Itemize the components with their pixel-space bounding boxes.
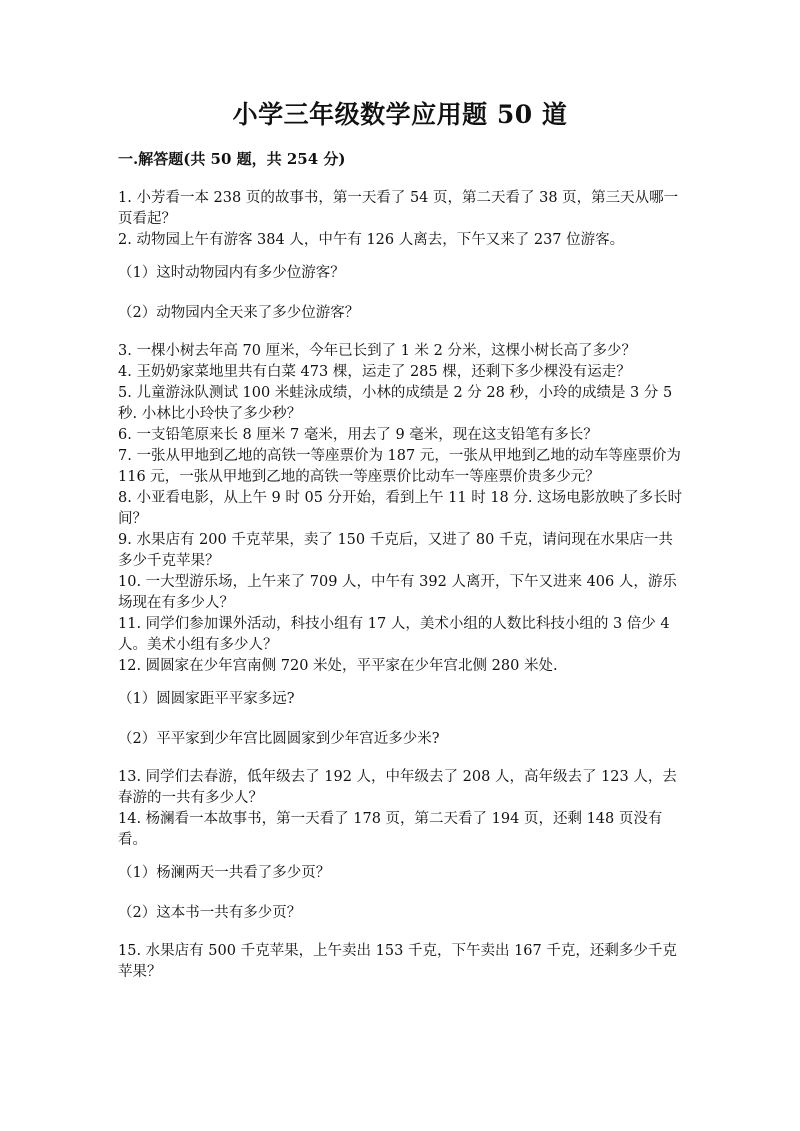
question-5: 5. 儿童游泳队测试 100 米蛙泳成绩，小林的成绩是 2 分 28 秒，小玲的成绩是 3 分 5 秒. 小林比小玲快了多少秒？ bbox=[118, 385, 673, 422]
section-heading: 一.解答题(共 50 题，共 254 分) bbox=[118, 150, 346, 168]
question-9: 9. 水果店有 200 千克苹果，卖了 150 千克后，又进了 80 千克，请问现在水果店一共多少千克苹果？ bbox=[118, 532, 673, 569]
question-14-part-2: （2）这本书一共有多少页？ bbox=[118, 905, 302, 921]
question-10: 10. 一大型游乐场，上午来了 709 人，中午有 392 人离开，下午又进来 406 人，游乐场现在有多少人？ bbox=[118, 574, 677, 611]
question-2-part-2: （2）动物园内全天来了多少位游客？ bbox=[118, 305, 360, 321]
question-2-part-1: （1）这时动物园内有多少位游客？ bbox=[118, 265, 345, 281]
question-3: 3. 一棵小树去年高 70 厘米，今年已长到了 1 米 2 分米，这棵小树长高了多少？ bbox=[118, 343, 636, 359]
question-1: 1. 小芳看一本 238 页的故事书，第一天看了 54 页，第二天看了 38 页，第三天从哪一页看起？ bbox=[118, 190, 679, 227]
question-4: 4. 王奶奶家菜地里共有白菜 473 棵，运走了 285 棵，还剩下多少棵没有运走？ bbox=[118, 364, 631, 380]
question-13: 13. 同学们去春游，低年级去了 192 人，中年级去了 208 人，高年级去了 123 人，去春游的一共有多少人？ bbox=[118, 769, 677, 806]
question-2: 2. 动物园上午有游客 384 人，中午有 126 人离去，下午又来了 237 位游客。 bbox=[118, 232, 625, 248]
question-list bbox=[118, 188, 684, 983]
question-7: 7. 一张从甲地到乙地的高铁一等座票价为 187 元，一张从甲地到乙地的动车等座票价为 116 元，一张从甲地到乙地的高铁一等座票价比动车一等座票价贵多少元？ bbox=[118, 448, 681, 485]
question-15: 15. 水果店有 500 千克苹果，上午卖出 153 千克，下午卖出 167 千克，还剩多少千克苹果？ bbox=[118, 943, 677, 980]
question-6: 6. 一支铅笔原来长 8 厘米 7 毫米，用去了 9 毫米，现在这支铅笔有多长？ bbox=[118, 427, 598, 443]
question-11: 11. 同学们参加课外活动，科技小组有 17 人，美术小组的人数比科技小组的 3 倍少 4 人。美术小组有多少人？ bbox=[118, 616, 670, 653]
question-14-part-1: （1）杨澜两天一共看了多少页？ bbox=[118, 865, 331, 881]
question-12-part-1: （1）圆圆家距平平家多远? bbox=[118, 691, 295, 707]
page-title: 小学三年级数学应用题 50 道 bbox=[232, 100, 568, 129]
question-14: 14. 杨澜看一本故事书，第一天看了 178 页，第二天看了 194 页，还剩 148 页没有看。 bbox=[118, 811, 663, 848]
question-8: 8. 小亚看电影，从上午 9 时 05 分开始，看到上午 11 时 18 分. 这场电影放映了多长时间？ bbox=[118, 490, 683, 527]
question-12-part-2: （2）平平家到少年宫比圆圆家到少年宫近多少米? bbox=[118, 731, 440, 747]
question-12: 12. 圆圆家在少年宫南侧 720 米处，平平家在少年宫北侧 280 米处. bbox=[118, 658, 558, 674]
